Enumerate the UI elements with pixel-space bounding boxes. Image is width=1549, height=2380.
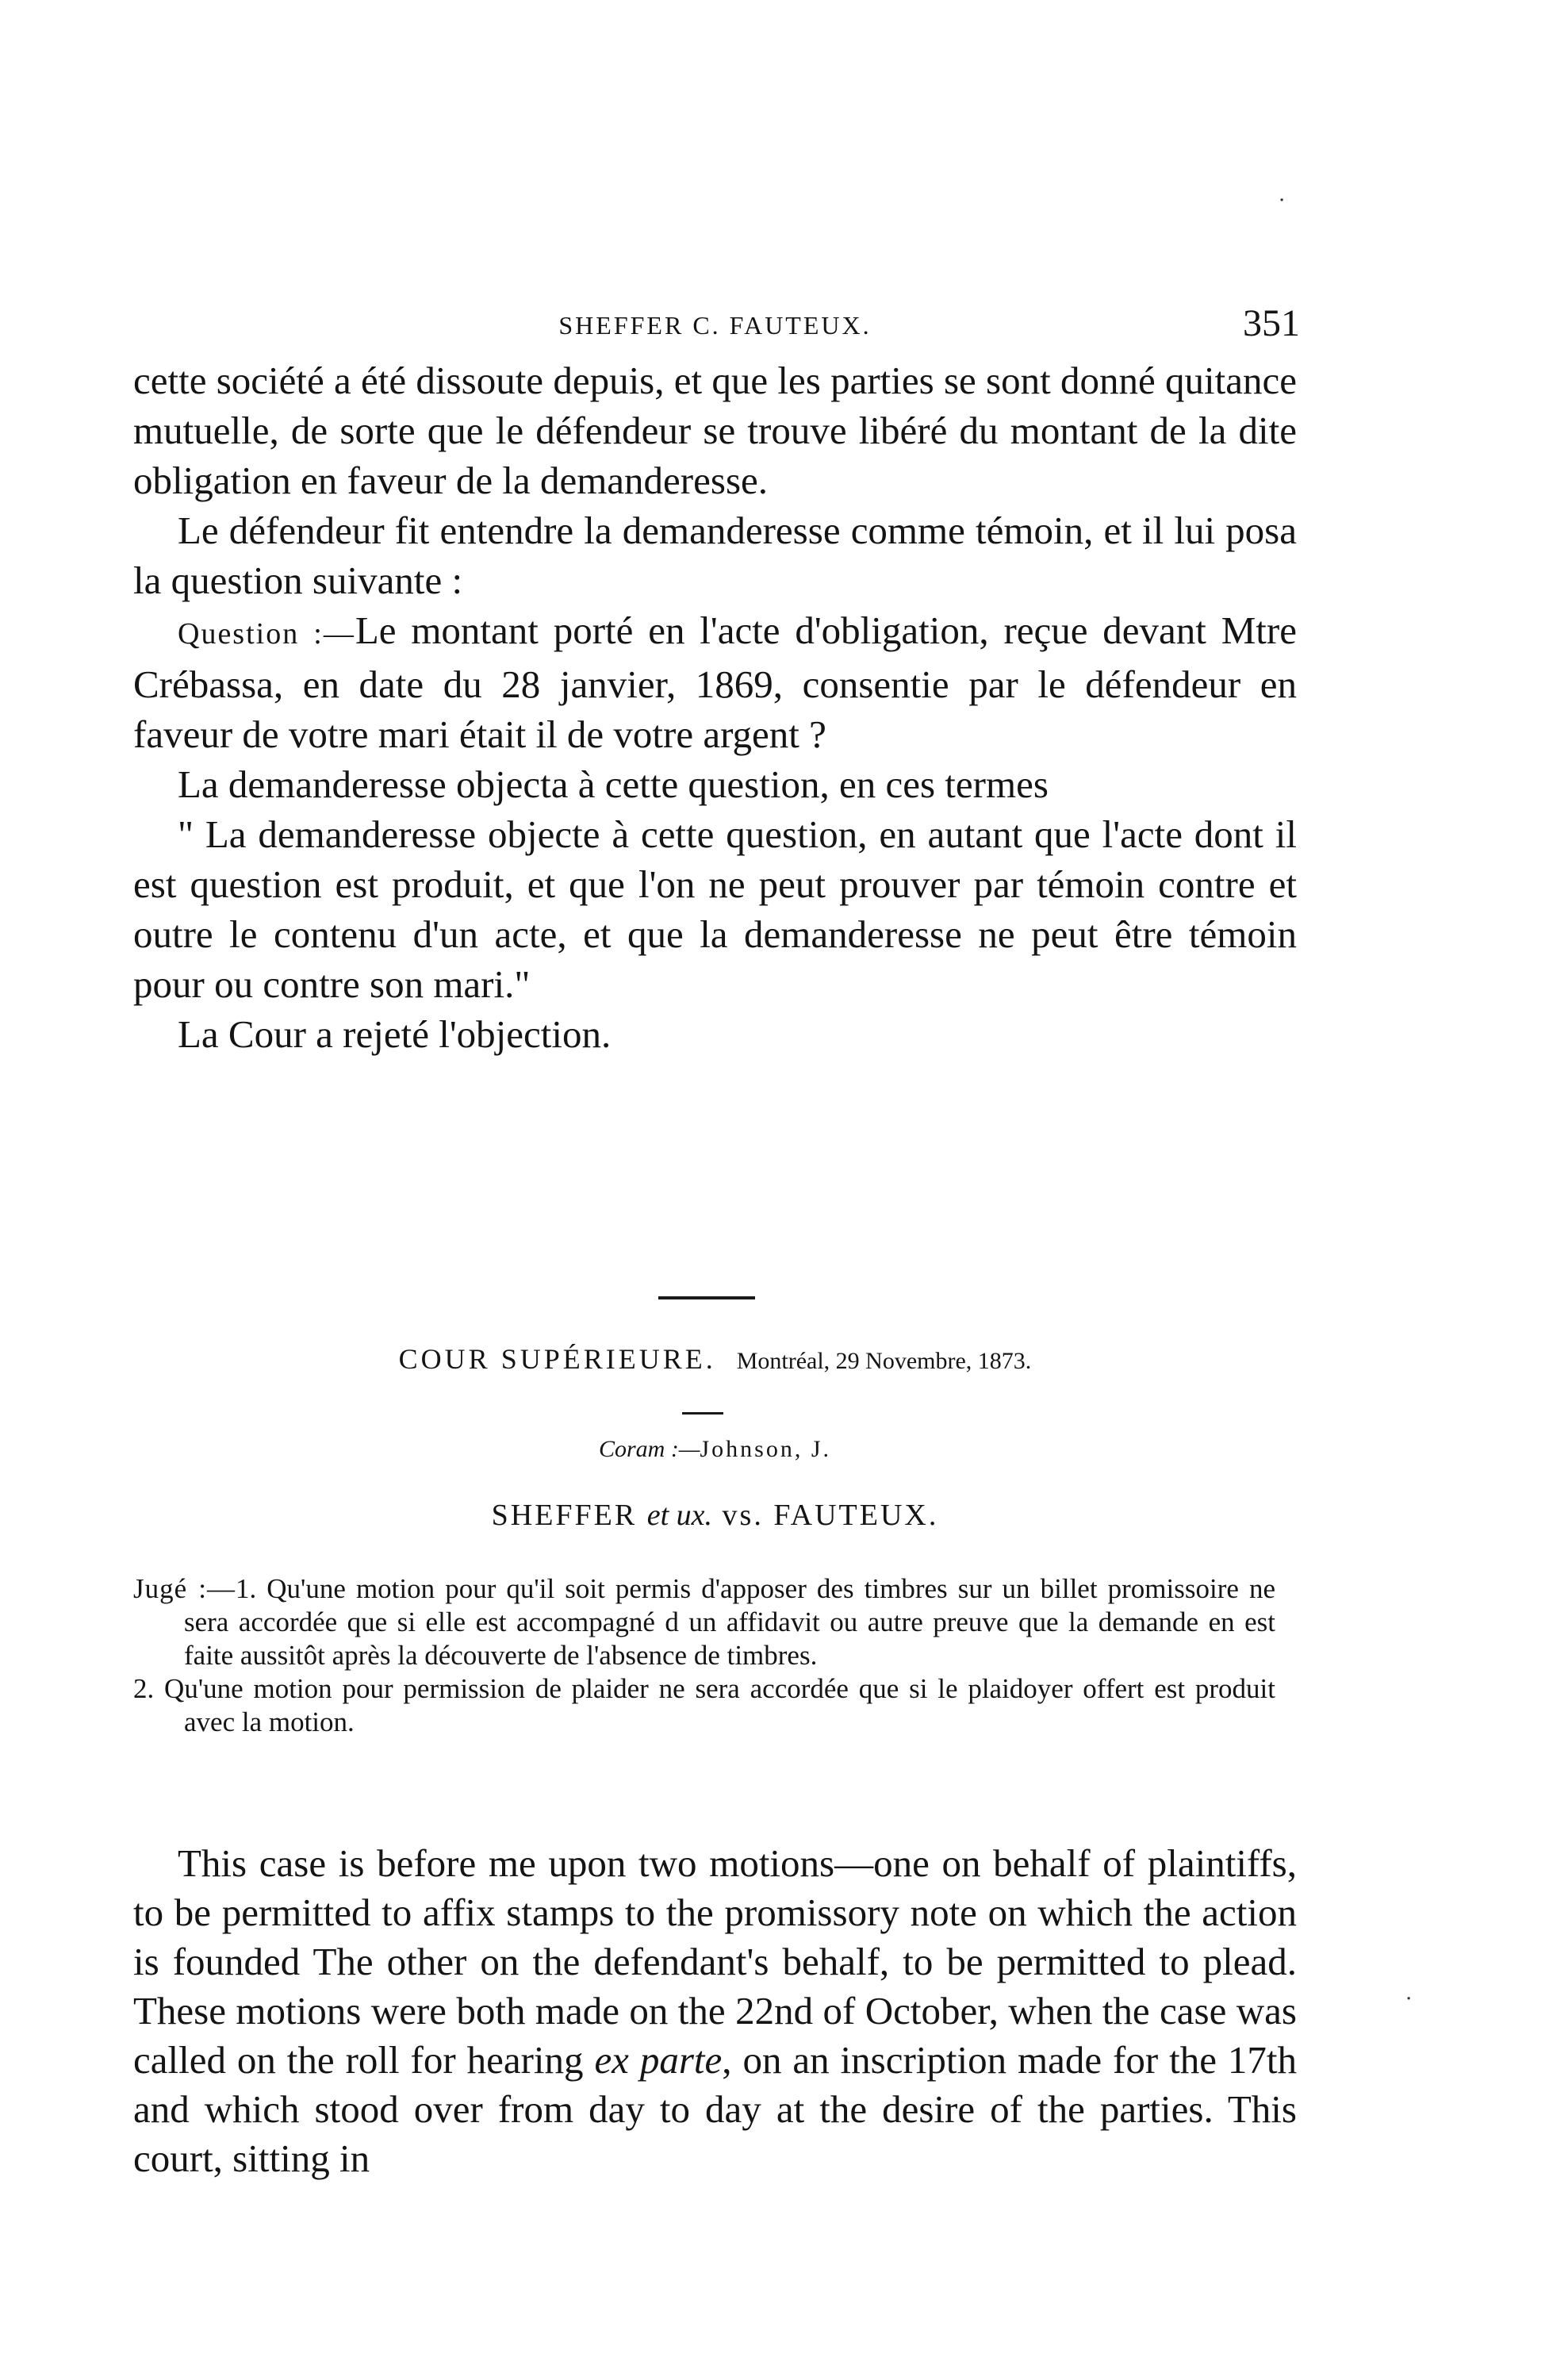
section-divider <box>658 1296 755 1299</box>
running-title: SHEFFER C. FAUTEUX. <box>558 311 872 340</box>
court-divider <box>682 1412 723 1415</box>
headnote <box>133 1572 1275 1739</box>
court-date: Montréal, 29 Novembre, 1873. <box>736 1348 1032 1374</box>
running-head <box>133 302 1300 351</box>
margin-speck: · <box>1405 1987 1413 2011</box>
headnote-text-1: 1. Qu'une motion pour qu'il soit permis d'apposer des timbres sur un billet promissoire ne sera accordée que si elle est accompagné d un affidavit ou autre preuve que la demande en est faite aussitôt après la découverte de l'absence de timbres. <box>184 1573 1275 1671</box>
judgment-paragraph <box>133 1839 1297 2183</box>
coram-line <box>133 1436 1297 1463</box>
headnote-lead: Jugé :— <box>133 1573 236 1604</box>
paragraph-question <box>133 605 1297 759</box>
versus: vs. <box>722 1499 764 1532</box>
paragraph-objection-quote: " La demanderesse objecte à cette question, en autant que l'acte dont il est question est produit, et que l'on ne peut prouver par témoin contre et outre le contenu d'un acte, et que la demanderesse ne peut être témoin pour ou contre son mari." <box>133 812 1297 1006</box>
court-line <box>133 1342 1297 1376</box>
court-name: COUR SUPÉRIEURE. <box>398 1343 716 1375</box>
headnote-item-1 <box>133 1572 1275 1672</box>
judgment-italic-phrase: ex parte <box>594 2038 723 2082</box>
question-label: Question :— <box>178 617 355 651</box>
defendant-name: FAUTEUX. <box>773 1499 939 1532</box>
headnote-item-2: 2. Qu'une motion pour permission de plaider ne sera accordée que si le plaidoyer offert est produit avec la motion. <box>133 1673 1275 1737</box>
page-number: 351 <box>1243 302 1300 344</box>
paragraph-objection-intro: La demanderesse objecta à cette question, en ces termes <box>178 762 1049 806</box>
opening-text <box>133 355 1297 1059</box>
judgment-text-start: This case is before me upon two motions—one on behalf of plaintiffs, to be permitted to affix stamps to the promissory note on which the action is founded The other on the defendant's behalf, to be permitted to plead. These motions were both made on the 22nd of October, when the case was called on the roll for hearing <box>133 1841 1297 2082</box>
case-parties <box>133 1498 1297 1533</box>
judgment-text <box>133 1839 1297 2183</box>
plaintiff-name: SHEFFER <box>491 1499 638 1532</box>
et-ux: et ux. <box>646 1499 713 1532</box>
question-text: Le montant porté en l'acte d'obligation, reçue devant Mtre Crébassa, en date du 28 janvier, 1869, consentie par le défendeur en faveur de votre mari était il de votre argent ? <box>133 608 1297 756</box>
paragraph-witness: Le défendeur fit entendre la demanderesse comme témoin, et il lui posa la question suivante : <box>133 509 1297 602</box>
paragraph-ruling: La Cour a rejeté l'objection. <box>178 1012 612 1056</box>
margin-speck: · <box>1279 189 1286 213</box>
coram-judge: Johnson, J. <box>700 1436 832 1462</box>
judgment-text-end: , on an inscription made for the 17th and which stood over from day to day at the desire of the parties. This court, sitting in <box>133 2038 1297 2180</box>
paragraph-dissolution: cette société a été dissoute depuis, et que les parties se sont donné quitance mutuelle, de sorte que le défendeur se trouve libéré du montant de la dite obligation en faveur de la demanderesse. <box>133 359 1297 502</box>
coram-label: Coram :— <box>598 1436 700 1462</box>
